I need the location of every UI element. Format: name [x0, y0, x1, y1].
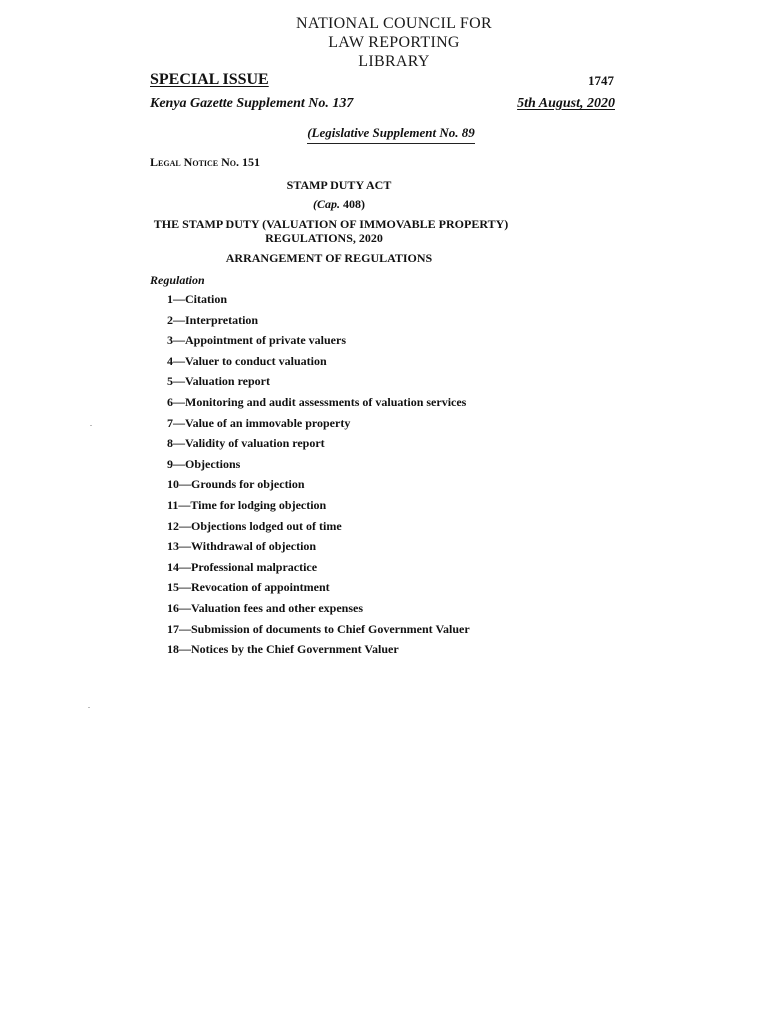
- issue-date: 5th August, 2020: [517, 96, 615, 111]
- list-item: 2—Interpretation: [167, 312, 259, 327]
- list-item: 12—Objections lodged out of time: [167, 518, 342, 533]
- scan-speck: [90, 425, 92, 426]
- cap-prefix: (Cap.: [313, 197, 340, 211]
- library-stamp: [0, 14, 768, 71]
- list-item: 5—Valuation report: [167, 374, 271, 389]
- list-item: 8—Validity of valuation report: [167, 436, 325, 451]
- regulations-list: [167, 292, 470, 663]
- list-item: 13—Withdrawal of objection: [167, 539, 317, 554]
- list-item: 7—Value of an immovable property: [167, 415, 351, 430]
- list-item: 10—Grounds for objection: [167, 477, 305, 492]
- stamp-line-3: LIBRARY: [358, 53, 430, 70]
- regulations-title-line-2: REGULATIONS, 2020: [265, 231, 383, 245]
- arrangement-heading: ARRANGEMENT OF REGULATIONS: [225, 251, 433, 265]
- act-title: STAMP DUTY ACT: [286, 178, 392, 192]
- list-item: 17—Submission of documents to Chief Government Valuer: [167, 621, 470, 636]
- page-number: 1747: [588, 73, 614, 88]
- regulation-column-label: Regulation: [150, 273, 205, 287]
- list-item: 9—Objections: [167, 456, 241, 471]
- gazette-supplement: Kenya Gazette Supplement No. 137: [150, 96, 354, 111]
- list-item: 6—Monitoring and audit assessments of valuation services: [167, 394, 467, 409]
- list-item: 18—Notices by the Chief Government Valuer: [167, 642, 399, 657]
- list-item: 11—Time for lodging objection: [167, 497, 327, 512]
- list-item: 14—Professional malpractice: [167, 559, 318, 574]
- list-item: 15—Revocation of appointment: [167, 580, 330, 595]
- cap-number: 408): [340, 197, 365, 211]
- chapter-reference: [0, 197, 723, 212]
- list-item: 3—Appointment of private valuers: [167, 333, 346, 348]
- special-issue-heading: SPECIAL ISSUE: [150, 71, 269, 88]
- list-item: 4—Valuer to conduct valuation: [167, 353, 327, 368]
- legislative-supplement-text: (Legislative Supplement No. 89: [307, 125, 475, 144]
- legislative-supplement: [0, 125, 768, 144]
- stamp-line-1: NATIONAL COUNCIL FOR: [296, 15, 492, 32]
- regulations-title-line-1: THE STAMP DUTY (VALUATION OF IMMOVABLE PROPERTY): [153, 217, 509, 231]
- stamp-line-2: LAW REPORTING: [328, 34, 460, 51]
- scan-speck: [88, 707, 90, 708]
- legal-notice: Legal Notice No. 151: [150, 155, 261, 169]
- list-item: 1—Citation: [167, 292, 227, 306]
- list-item: 16—Valuation fees and other expenses: [167, 600, 364, 615]
